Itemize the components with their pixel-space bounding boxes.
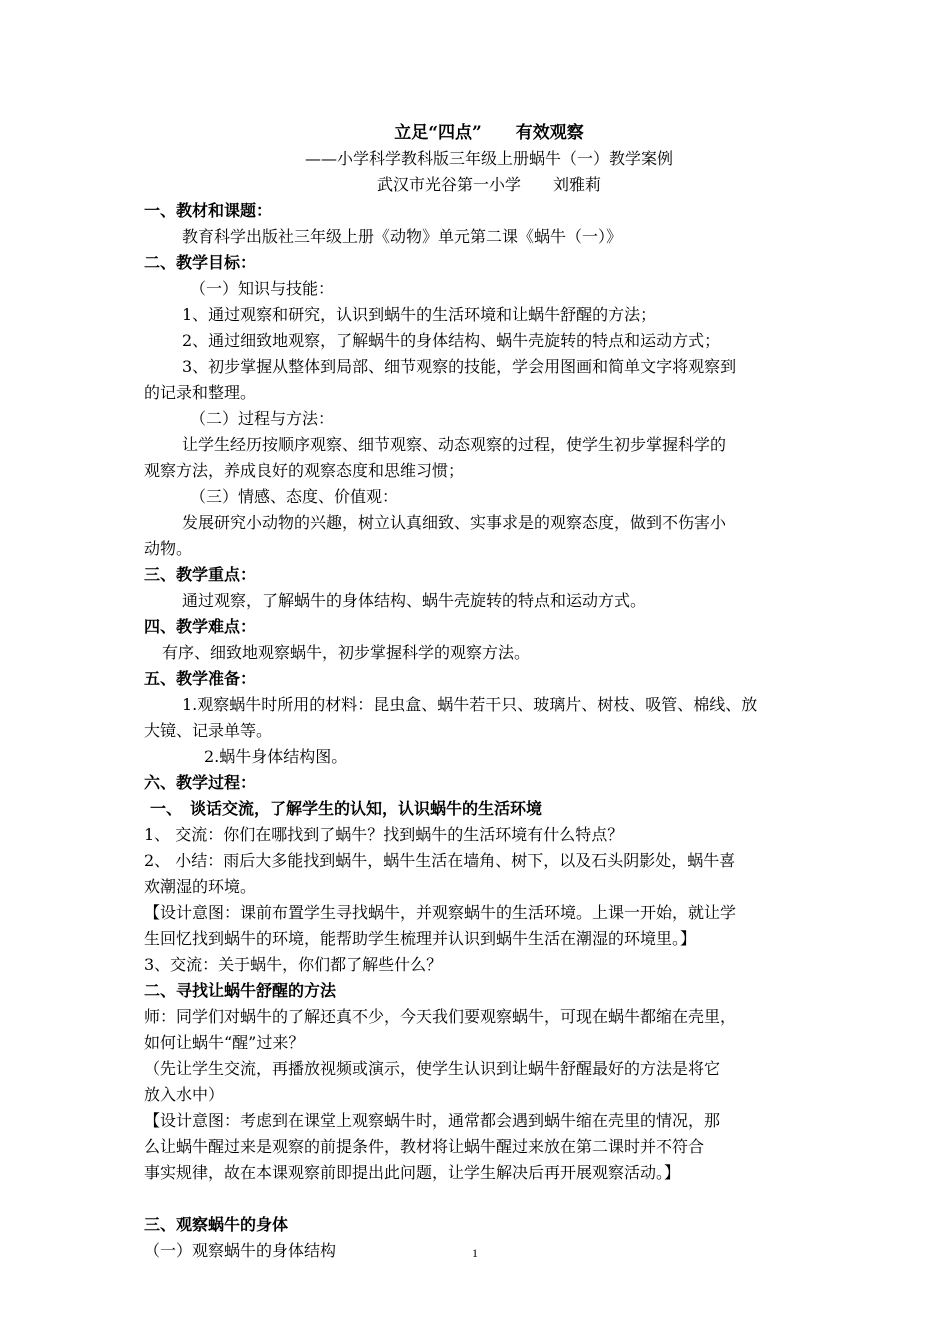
paragraph-line: 教育科学出版社三年级上册《动物》单元第二课《蜗牛（一）》 (182, 227, 623, 246)
design-intent-line: 【设计意图：课前布置学生寻找蜗牛，并观察蜗牛的生活环境。上课一开始，就让学 (144, 903, 737, 922)
paragraph-line: 的记录和整理。 (144, 383, 257, 402)
paragraph-line: 3、初步掌握从整体到局部、细节观察的技能，学会用图画和简单文字将观察到 (182, 357, 737, 376)
doc-title: 立足“四点” 有效观察 (394, 123, 584, 143)
section-heading: 六、教学过程： (144, 773, 257, 792)
section-heading: 五、教学准备： (144, 669, 257, 688)
subsection-heading: （一）知识与技能： (190, 279, 335, 298)
doc-subtitle: ——小学科学教科版三年级上册蜗牛（一）教学案例 (304, 149, 673, 168)
paragraph-line: 师：同学们对蜗牛的了解还真不少，今天我们要观察蜗牛，可现在蜗牛都缩在壳里， (144, 1007, 737, 1026)
section-heading: 二、教学目标： (144, 253, 257, 272)
design-intent-line: 事实规律，故在本课观察前即提出此问题，让学生解决后再开展观察活动。】 (144, 1163, 681, 1182)
paragraph-line: 让学生经历按顺序观察、细节观察、动态观察的过程，使学生初步掌握科学的 (182, 435, 727, 454)
subsection-heading: （一）观察蜗牛的身体结构 (144, 1241, 337, 1260)
section-heading: 三、教学重点： (144, 565, 257, 584)
paragraph-line: 通过观察，了解蜗牛的身体结构、蜗牛壳旋转的特点和运动方式。 (182, 591, 647, 610)
design-intent-line: 么让蜗牛醒过来是观察的前提条件，教材将让蜗牛醒过来放在第二课时并不符合 (144, 1137, 705, 1156)
paragraph-line: 有序、细致地观察蜗牛，初步掌握科学的观察方法。 (162, 643, 531, 662)
blank-line (144, 1186, 834, 1212)
doc-author: 武汉市光谷第一小学 刘雅莉 (376, 175, 601, 194)
paragraph-line: 观察方法，养成良好的观察态度和思维习惯； (144, 461, 465, 480)
paragraph-line: 3、交流：关于蜗牛，你们都了解些什么？ (144, 955, 443, 974)
step-heading: 二、寻找让蜗牛舒醒的方法 (144, 981, 337, 1000)
page-number: 1 (472, 1246, 478, 1260)
paragraph-line: 放入水中） (144, 1085, 225, 1104)
paragraph-line: （先让学生交流，再播放视频或演示，使学生认识到让蜗牛舒醒最好的方法是将它 (144, 1059, 721, 1078)
document-page (144, 120, 834, 1264)
subsection-heading: （三）情感、态度、价值观： (190, 487, 399, 506)
paragraph-line: 2.蜗牛身体结构图。 (204, 747, 348, 766)
paragraph-line: 2、 小结：雨后大多能找到蜗牛，蜗牛生活在墙角、树下，以及石头阴影处，蜗牛喜 (144, 851, 736, 870)
paragraph-line: 1.观察蜗牛时所用的材料：昆虫盒、蜗牛若干只、玻璃片、树枝、吸管、棉线、放 (182, 695, 758, 714)
paragraph-line: 欢潮湿的环境。 (144, 877, 257, 896)
design-intent-line: 生回忆找到蜗牛的环境，能帮助学生梳理并认识到蜗牛生活在潮湿的环境里。】 (144, 929, 697, 948)
step-heading: 三、观察蜗牛的身体 (144, 1215, 289, 1234)
paragraph-line: 大镜、记录单等。 (144, 721, 273, 740)
paragraph-line: 1、通过观察和研究，认识到蜗牛的生活环境和让蜗牛舒醒的方法； (182, 305, 657, 324)
paragraph-line: 发展研究小动物的兴趣，树立认真细致、实事求是的观察态度，做到不伤害小 (182, 513, 727, 532)
paragraph-line: 1、 交流：你们在哪找到了蜗牛？找到蜗牛的生活环境有什么特点？ (144, 825, 624, 844)
section-heading: 四、教学难点： (144, 617, 257, 636)
design-intent-line: 【设计意图：考虑到在课堂上观察蜗牛时，通常都会遇到蜗牛缩在壳里的情况，那 (144, 1111, 721, 1130)
paragraph-line: 如何让蜗牛“醒”过来？ (144, 1033, 305, 1052)
paragraph-line: 2、通过细致地观察，了解蜗牛的身体结构、蜗牛壳旋转的特点和运动方式； (182, 331, 721, 350)
paragraph-line: 动物。 (144, 539, 193, 558)
section-heading: 一、教材和课题： (144, 201, 273, 220)
step-heading: 一、 谈话交流，了解学生的认知，认识蜗牛的生活环境 (150, 799, 543, 818)
subsection-heading: （二）过程与方法： (190, 409, 335, 428)
